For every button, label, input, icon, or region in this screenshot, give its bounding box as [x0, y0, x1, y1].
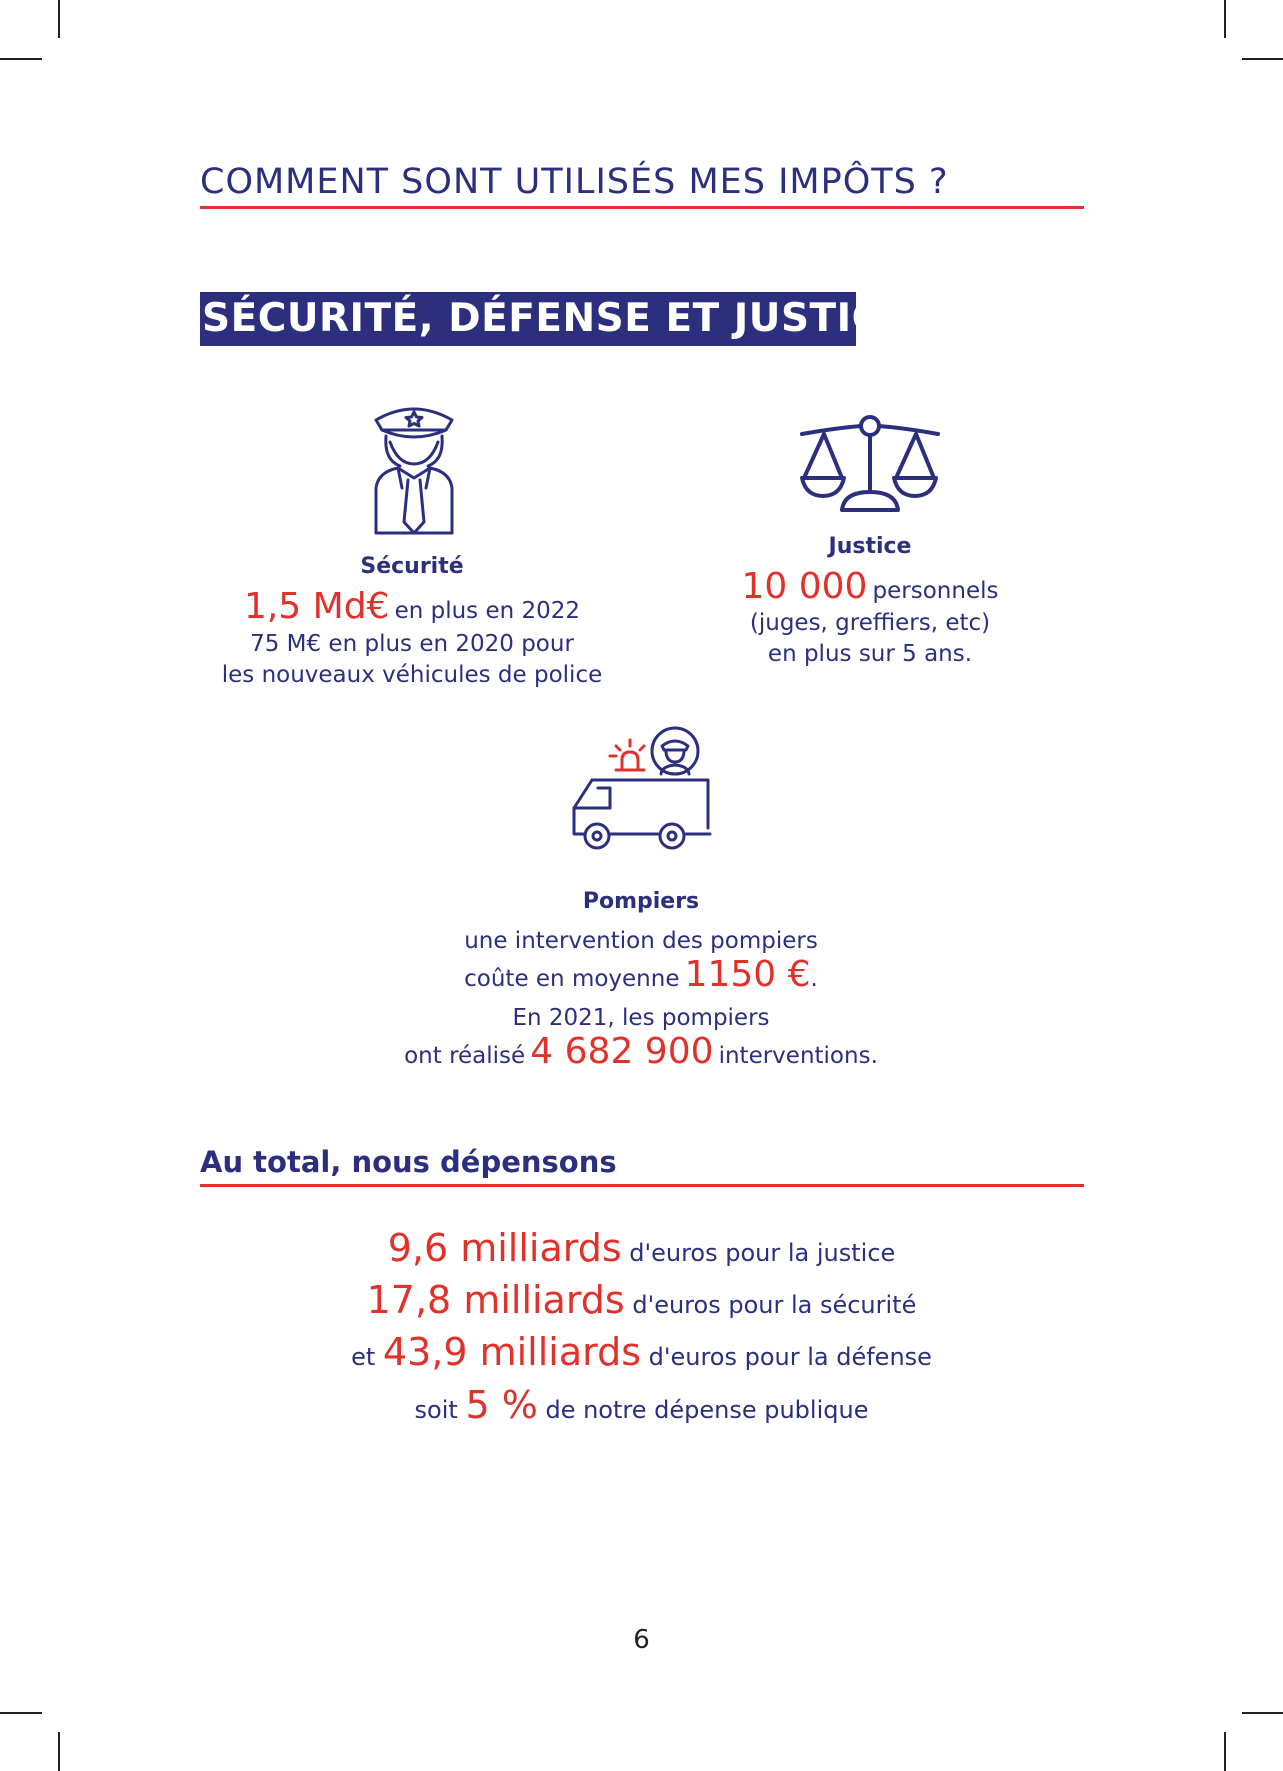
- totals-justice-amount: 9,6 milliards: [387, 1226, 622, 1270]
- totals-securite-text: d'euros pour la sécurité: [632, 1291, 917, 1319]
- justice-line1-text: personnels: [872, 578, 999, 604]
- pompiers-line2-text: coûte en moyenne: [464, 966, 680, 992]
- crop-mark: [1242, 58, 1283, 60]
- pompiers-line3: En 2021, les pompiers: [512, 1005, 770, 1031]
- crop-mark: [1224, 0, 1226, 38]
- securite-line2: 75 M€ en plus en 2020 pour: [250, 631, 574, 657]
- section-banner: SÉCURITÉ, DÉFENSE ET JUSTICE: [200, 292, 856, 346]
- fire-truck-icon: [570, 726, 718, 860]
- crop-mark: [58, 1732, 60, 1771]
- page-title: COMMENT SONT UTILISÉS MES IMPÔTS ?: [200, 162, 949, 202]
- pompiers-line4-post: interventions.: [718, 1043, 878, 1069]
- police-officer-icon: [368, 400, 460, 536]
- justice-line1: [620, 566, 1120, 607]
- securite-line1-text: en plus en 2022: [394, 598, 581, 624]
- totals-heading: Au total, nous dépensons: [200, 1145, 617, 1179]
- crop-mark: [0, 58, 42, 60]
- justice-line2: (juges, greffiers, etc): [749, 610, 991, 636]
- title-underline: [200, 206, 1084, 209]
- totals-securite-line: [0, 1278, 1283, 1322]
- pompiers-line4-text: ont réalisé: [404, 1043, 526, 1069]
- totals-securite-amount: 17,8 milliards: [366, 1278, 625, 1322]
- pompiers-label: Pompiers: [582, 889, 700, 914]
- totals-summary-text: de notre dépense publique: [545, 1396, 869, 1424]
- pompiers-line2: [341, 954, 941, 995]
- crop-mark: [0, 1712, 42, 1714]
- totals-defense-line: [0, 1330, 1283, 1374]
- justice-line3: en plus sur 5 ans.: [767, 641, 973, 667]
- totals-justice-text: d'euros pour la justice: [629, 1239, 896, 1267]
- totals-summary-amount: 5 %: [465, 1383, 538, 1427]
- securite-line1: [162, 586, 662, 627]
- crop-mark: [58, 0, 60, 38]
- pompiers-line4: [341, 1031, 941, 1072]
- totals-underline: [200, 1184, 1084, 1187]
- crop-mark: [1242, 1712, 1283, 1714]
- totals-defense-text: d'euros pour la défense: [648, 1343, 932, 1371]
- pompiers-cost-amount: 1150 €: [684, 954, 811, 995]
- pompiers-line1: une intervention des pompiers: [464, 928, 818, 954]
- totals-defense-prefix: et: [351, 1343, 376, 1371]
- justice-amount: 10 000: [741, 566, 868, 607]
- totals-defense-amount: 43,9 milliards: [382, 1330, 641, 1374]
- securite-line3: les nouveaux véhicules de police: [221, 662, 603, 688]
- scales-of-justice-icon: [798, 412, 942, 514]
- securite-amount: 1,5 Md€: [243, 586, 390, 627]
- totals-summary-prefix: soit: [414, 1396, 458, 1424]
- totals-summary-line: [0, 1383, 1283, 1427]
- pompiers-line2-post: .: [810, 966, 818, 992]
- justice-label: Justice: [828, 534, 912, 559]
- crop-mark: [1224, 1732, 1226, 1771]
- securite-label: Sécurité: [360, 554, 464, 579]
- pompiers-interventions-amount: 4 682 900: [530, 1031, 714, 1072]
- page-number: 6: [633, 1625, 650, 1655]
- totals-justice-line: [0, 1226, 1283, 1270]
